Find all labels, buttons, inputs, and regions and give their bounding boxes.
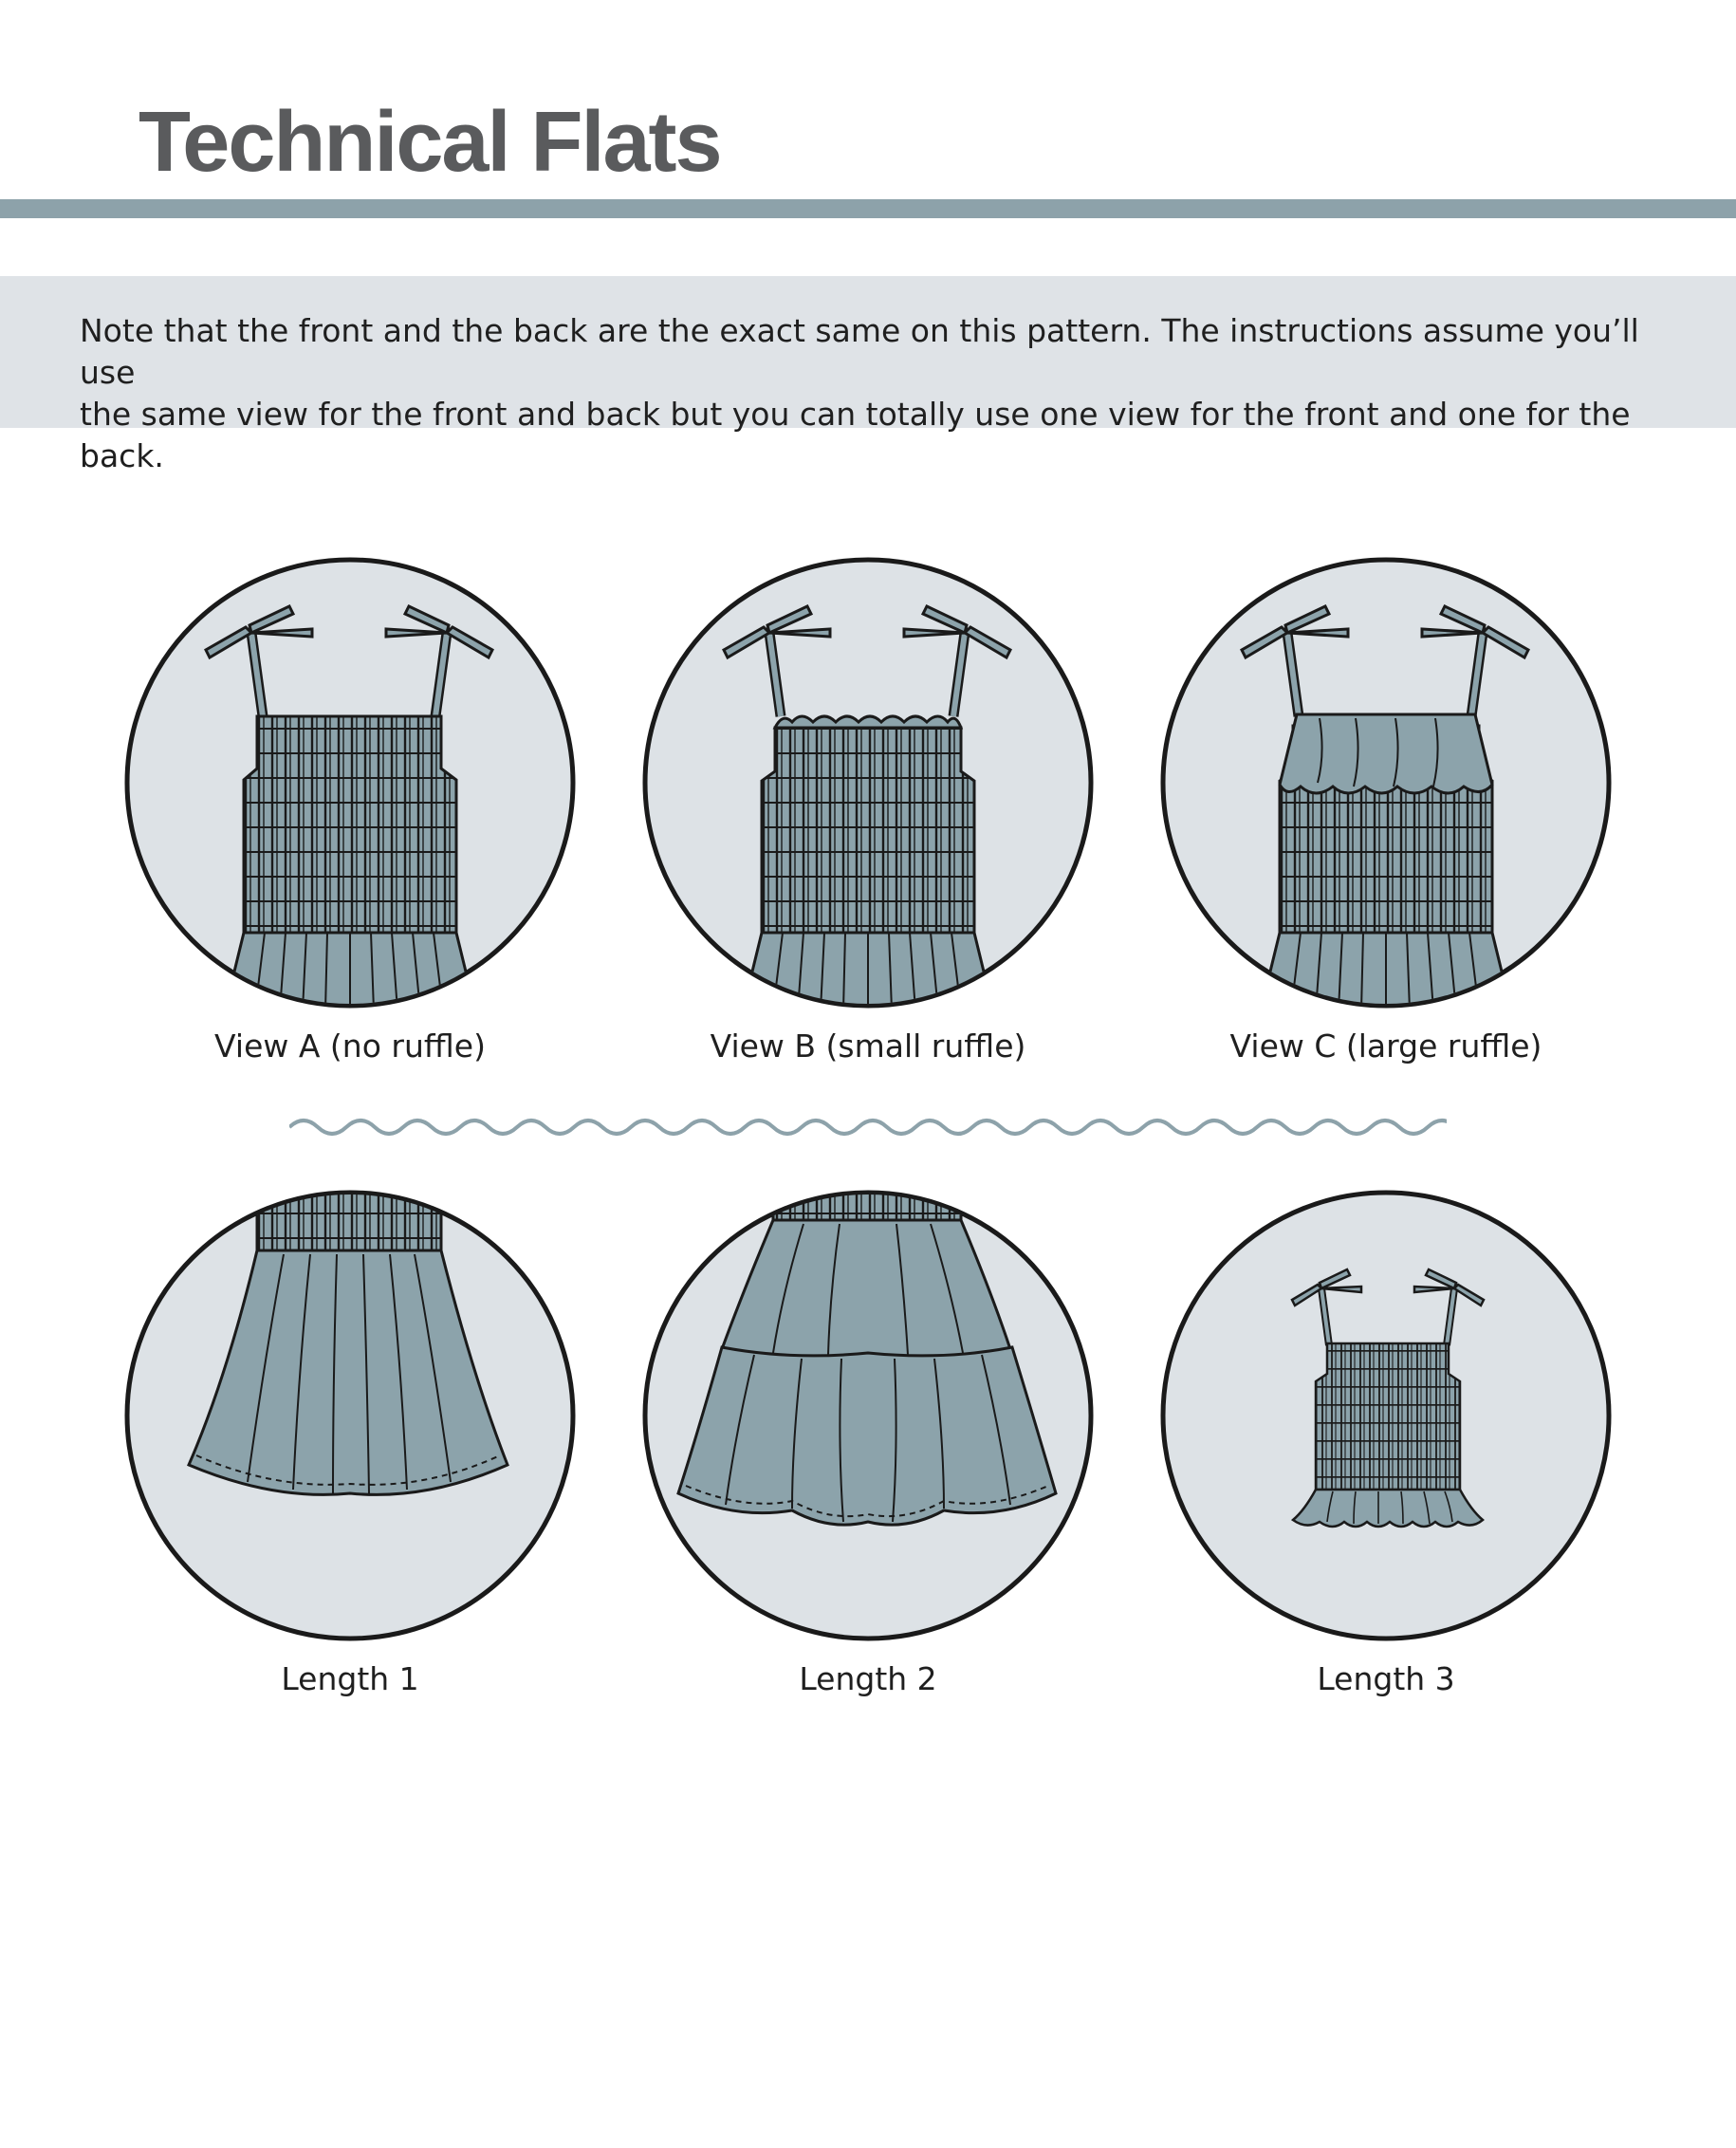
note-line-1: Note that the front and the back are the exact same on this pattern. The instructions assume you’ll use xyxy=(80,312,1639,391)
length-2-flat xyxy=(640,1188,1096,1643)
length-1-caption: Length 1 xyxy=(281,1660,419,1697)
length-3-flat xyxy=(1158,1188,1614,1643)
length-2-caption: Length 2 xyxy=(799,1660,937,1697)
title-divider xyxy=(0,199,1736,218)
view-b-flat xyxy=(640,555,1096,1010)
note-text xyxy=(80,310,1692,477)
view-a-caption: View A (no ruffle) xyxy=(214,1028,486,1065)
length-3-caption: Length 3 xyxy=(1317,1660,1455,1697)
view-c-caption: View C (large ruffle) xyxy=(1229,1028,1542,1065)
page-title: Technical Flats xyxy=(139,95,721,190)
note-box xyxy=(0,276,1736,474)
view-b-caption: View B (small ruffle) xyxy=(710,1028,1026,1065)
note-line-2: the same view for the front and back but you can totally use one view for the front and one for the back. xyxy=(80,396,1631,474)
view-c-flat xyxy=(1158,555,1614,1010)
wavy-divider xyxy=(289,1110,1447,1144)
length-1-flat xyxy=(122,1188,578,1643)
view-a-flat xyxy=(122,555,578,1010)
